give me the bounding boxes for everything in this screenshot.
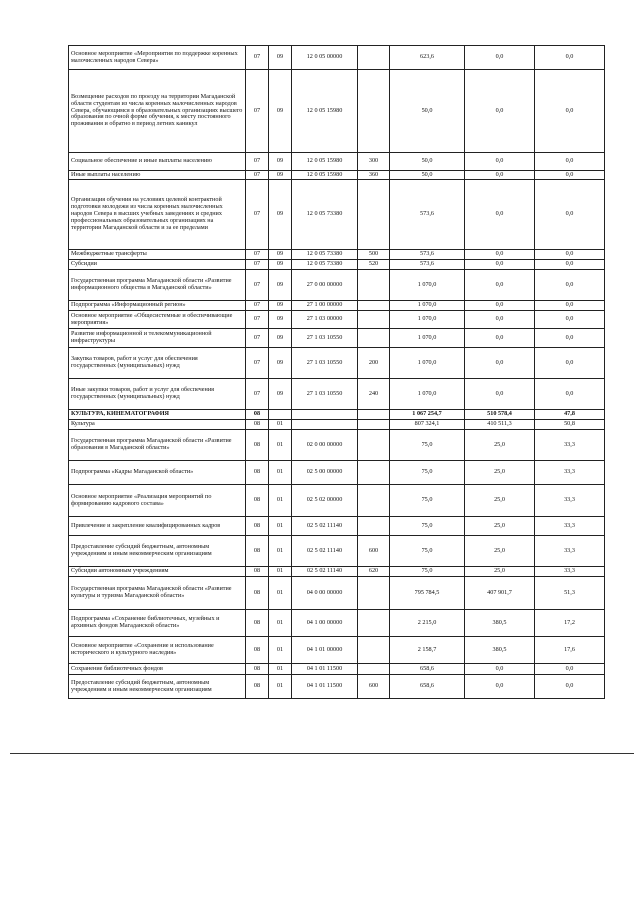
cell-percent: 33,3 [535,461,605,485]
cell-section: 08 [246,610,269,637]
cell-percent: 0,0 [535,46,605,70]
cell-section: 07 [246,348,269,379]
cell-amount-executed: 25,0 [465,461,535,485]
cell-subsection: 09 [269,329,292,348]
cell-section: 08 [246,664,269,675]
table-row [69,311,605,329]
cell-expense-type [358,311,390,329]
cell-name: Субсидии [69,260,246,270]
cell-section: 08 [246,675,269,699]
cell-section: 08 [246,567,269,577]
cell-percent: 0,0 [535,180,605,250]
cell-percent: 0,0 [535,171,605,180]
cell-amount-planned: 795 784,5 [390,577,465,610]
cell-amount-planned: 50,0 [390,153,465,171]
cell-percent: 0,0 [535,301,605,311]
cell-percent: 0,0 [535,270,605,301]
cell-expense-type [358,46,390,70]
cell-expense-type: 200 [358,348,390,379]
cell-amount-planned: 658,6 [390,675,465,699]
cell-amount-planned: 573,6 [390,260,465,270]
cell-amount-planned: 75,0 [390,567,465,577]
cell-name: Межбюджетные трансферты [69,250,246,260]
cell-percent: 0,0 [535,153,605,171]
cell-target-article: 02 5 02 11140 [292,517,358,536]
cell-percent: 0,0 [535,260,605,270]
cell-percent: 33,3 [535,430,605,461]
cell-name: Основное мероприятие «Реализация мероприятий по формированию кадрового состава» [69,485,246,517]
cell-amount-executed: 0,0 [465,171,535,180]
bottom-divider-line [10,753,634,754]
cell-amount-planned: 50,0 [390,171,465,180]
table-row [69,260,605,270]
cell-name: Государственная программа Магаданской области «Развитие культуры и туризма Магаданской области» [69,577,246,610]
cell-expense-type: 360 [358,171,390,180]
cell-subsection: 01 [269,536,292,567]
cell-expense-type [358,430,390,461]
cell-target-article: 02 0 00 00000 [292,430,358,461]
table-row [69,675,605,699]
budget-table [68,45,605,699]
cell-percent: 50,8 [535,420,605,430]
cell-name: Сохранение библиотечных фондов [69,664,246,675]
cell-expense-type: 240 [358,379,390,410]
cell-subsection: 09 [269,171,292,180]
cell-subsection: 09 [269,153,292,171]
cell-section: 07 [246,260,269,270]
cell-target-article: 12 0 05 15980 [292,153,358,171]
table-row [69,664,605,675]
cell-target-article: 27 1 03 10550 [292,379,358,410]
table-row [69,637,605,664]
cell-percent: 0,0 [535,311,605,329]
cell-amount-planned: 1 070,0 [390,329,465,348]
cell-amount-planned: 1 070,0 [390,311,465,329]
cell-amount-executed: 0,0 [465,46,535,70]
cell-percent: 47,8 [535,410,605,420]
cell-subsection: 01 [269,461,292,485]
cell-expense-type [358,410,390,420]
cell-name: КУЛЬТУРА, КИНЕМАТОГРАФИЯ [69,410,246,420]
cell-expense-type [358,180,390,250]
cell-percent: 51,3 [535,577,605,610]
cell-expense-type [358,301,390,311]
cell-section: 07 [246,379,269,410]
cell-expense-type [358,420,390,430]
cell-subsection: 01 [269,567,292,577]
table-row [69,517,605,536]
cell-subsection: 09 [269,270,292,301]
cell-amount-planned: 1 070,0 [390,348,465,379]
cell-percent: 17,6 [535,637,605,664]
cell-subsection: 01 [269,517,292,536]
cell-section: 08 [246,517,269,536]
cell-amount-planned: 2 158,7 [390,637,465,664]
cell-name: Основное мероприятие «Сохранение и использование исторического и культурного наследия» [69,637,246,664]
table-row [69,536,605,567]
cell-target-article: 27 0 00 00000 [292,270,358,301]
cell-section: 08 [246,536,269,567]
cell-section: 07 [246,301,269,311]
cell-target-article: 04 0 00 00000 [292,577,358,610]
cell-expense-type [358,517,390,536]
cell-percent: 0,0 [535,664,605,675]
cell-percent: 33,3 [535,536,605,567]
cell-amount-planned: 1 070,0 [390,301,465,311]
cell-percent: 33,3 [535,485,605,517]
cell-expense-type [358,664,390,675]
cell-amount-planned: 1 070,0 [390,379,465,410]
cell-target-article: 04 1 00 00000 [292,610,358,637]
cell-expense-type: 600 [358,536,390,567]
cell-name: Предоставление субсидий бюджетным, автономным учреждениям и иным некоммерческим организациям [69,536,246,567]
table-row [69,171,605,180]
cell-percent: 0,0 [535,70,605,153]
cell-name: Возмещение расходов по проезду на территории Магаданской области студентам из числа коренных малочисленных народов Севера, обучающимся в образовательных организациях высшего образования по очной форме обучения, к месту постоянного проживания и обратно в период летних каникул [69,70,246,153]
cell-amount-executed: 407 901,7 [465,577,535,610]
cell-target-article [292,420,358,430]
cell-subsection: 01 [269,610,292,637]
cell-amount-planned: 1 067 254,7 [390,410,465,420]
cell-amount-executed: 25,0 [465,536,535,567]
cell-expense-type: 620 [358,567,390,577]
cell-target-article: 12 0 05 15980 [292,70,358,153]
cell-expense-type [358,485,390,517]
cell-percent: 0,0 [535,379,605,410]
cell-amount-executed: 380,5 [465,637,535,664]
cell-amount-executed: 25,0 [465,430,535,461]
cell-subsection: 09 [269,301,292,311]
cell-amount-executed: 510 578,4 [465,410,535,420]
cell-percent: 17,2 [535,610,605,637]
budget-table-body [69,46,605,699]
cell-amount-executed: 25,0 [465,567,535,577]
cell-target-article: 12 0 05 73380 [292,260,358,270]
cell-amount-executed: 0,0 [465,270,535,301]
cell-amount-executed: 0,0 [465,664,535,675]
cell-amount-executed: 0,0 [465,260,535,270]
table-row [69,567,605,577]
cell-subsection: 01 [269,430,292,461]
cell-name: Иные закупки товаров, работ и услуг для обеспечения государственных (муниципальных) нужд [69,379,246,410]
cell-name: Основное мероприятие «Мероприятия по поддержке коренных малочисленных народов Севера» [69,46,246,70]
cell-amount-planned: 50,0 [390,70,465,153]
table-row [69,379,605,410]
cell-amount-executed: 25,0 [465,517,535,536]
cell-target-article: 02 5 02 11140 [292,536,358,567]
cell-target-article: 12 0 05 73380 [292,180,358,250]
cell-subsection: 09 [269,379,292,410]
cell-target-article: 04 1 01 11500 [292,664,358,675]
cell-percent: 0,0 [535,329,605,348]
cell-subsection [269,410,292,420]
cell-target-article [292,410,358,420]
table-row [69,485,605,517]
cell-expense-type: 300 [358,153,390,171]
cell-subsection: 09 [269,250,292,260]
table-row [69,420,605,430]
cell-section: 08 [246,485,269,517]
cell-target-article: 27 1 03 10550 [292,348,358,379]
cell-amount-executed: 0,0 [465,153,535,171]
cell-target-article: 12 0 05 73380 [292,250,358,260]
cell-amount-planned: 573,6 [390,250,465,260]
cell-name: Социальное обеспечение и иные выплаты населению [69,153,246,171]
cell-name: Государственная программа Магаданской области «Развитие образования в Магаданской области» [69,430,246,461]
cell-target-article: 02 5 00 00000 [292,461,358,485]
cell-amount-planned: 623,6 [390,46,465,70]
cell-amount-executed: 410 511,3 [465,420,535,430]
cell-subsection: 09 [269,180,292,250]
cell-amount-planned: 1 070,0 [390,270,465,301]
cell-subsection: 01 [269,675,292,699]
cell-subsection: 01 [269,664,292,675]
cell-name: Культура [69,420,246,430]
table-row [69,348,605,379]
cell-name: Подпрограмма «Информационный регион» [69,301,246,311]
table-row [69,250,605,260]
cell-percent: 0,0 [535,348,605,379]
cell-subsection: 01 [269,637,292,664]
cell-name: Привлечение и закрепление квалифицированных кадров [69,517,246,536]
cell-expense-type [358,270,390,301]
cell-amount-executed: 25,0 [465,485,535,517]
cell-amount-executed: 380,5 [465,610,535,637]
cell-subsection: 09 [269,260,292,270]
cell-amount-planned: 573,6 [390,180,465,250]
cell-section: 07 [246,46,269,70]
cell-subsection: 09 [269,70,292,153]
cell-expense-type: 520 [358,260,390,270]
cell-expense-type [358,577,390,610]
cell-section: 07 [246,329,269,348]
cell-percent: 33,3 [535,517,605,536]
cell-subsection: 01 [269,485,292,517]
cell-expense-type [358,637,390,664]
table-row [69,70,605,153]
cell-amount-executed: 0,0 [465,329,535,348]
cell-name: Иные выплаты населению [69,171,246,180]
cell-section: 07 [246,311,269,329]
cell-target-article: 12 0 05 00000 [292,46,358,70]
cell-percent: 0,0 [535,675,605,699]
cell-target-article: 04 1 01 00000 [292,637,358,664]
cell-amount-executed: 0,0 [465,348,535,379]
cell-amount-planned: 658,6 [390,664,465,675]
cell-section: 08 [246,637,269,664]
table-row [69,46,605,70]
cell-amount-planned: 75,0 [390,430,465,461]
cell-subsection: 09 [269,311,292,329]
table-row [69,301,605,311]
cell-amount-planned: 75,0 [390,485,465,517]
cell-name: Развитие информационной и телекоммуникационной инфраструктуры [69,329,246,348]
cell-expense-type: 600 [358,675,390,699]
cell-name: Субсидии автономным учреждениям [69,567,246,577]
cell-amount-executed: 0,0 [465,301,535,311]
cell-section: 07 [246,180,269,250]
cell-expense-type [358,70,390,153]
cell-subsection: 01 [269,420,292,430]
cell-subsection: 01 [269,577,292,610]
table-row [69,461,605,485]
cell-section: 07 [246,250,269,260]
cell-target-article: 27 1 00 00000 [292,301,358,311]
cell-name: Основное мероприятие «Общесистемные и обеспечивающие мероприятия» [69,311,246,329]
cell-section: 08 [246,430,269,461]
cell-amount-executed: 0,0 [465,675,535,699]
cell-name: Предоставление субсидий бюджетным, автономным учреждениям и иным некоммерческим организациям [69,675,246,699]
cell-name: Государственная программа Магаданской области «Развитие информационного общества в Магаданской области» [69,270,246,301]
cell-name: Организация обучения на условиях целевой контрактной подготовки молодежи из числа коренных малочисленных народов Севера в высших учебных заведениях и средних профессиональных образовательных организациях на территории Магаданской области и за ее пределами [69,180,246,250]
cell-section: 07 [246,70,269,153]
cell-amount-executed: 0,0 [465,250,535,260]
table-row [69,410,605,420]
table-row [69,270,605,301]
cell-amount-planned: 75,0 [390,517,465,536]
cell-section: 08 [246,577,269,610]
cell-percent: 0,0 [535,250,605,260]
table-row [69,610,605,637]
cell-target-article: 27 1 03 10550 [292,329,358,348]
cell-amount-executed: 0,0 [465,379,535,410]
cell-amount-executed: 0,0 [465,70,535,153]
table-row [69,153,605,171]
cell-name: Закупка товаров, работ и услуг для обеспечения государственных (муниципальных) нужд [69,348,246,379]
cell-subsection: 09 [269,46,292,70]
table-row [69,577,605,610]
cell-section: 08 [246,420,269,430]
cell-section: 07 [246,270,269,301]
cell-percent: 33,3 [535,567,605,577]
cell-subsection: 09 [269,348,292,379]
table-row [69,329,605,348]
cell-expense-type [358,461,390,485]
cell-target-article: 04 1 01 11500 [292,675,358,699]
cell-section: 07 [246,171,269,180]
cell-amount-planned: 2 215,0 [390,610,465,637]
cell-target-article: 02 5 02 11140 [292,567,358,577]
table-row [69,430,605,461]
cell-amount-planned: 75,0 [390,461,465,485]
cell-expense-type: 500 [358,250,390,260]
cell-section: 07 [246,153,269,171]
table-row [69,180,605,250]
cell-section: 08 [246,410,269,420]
cell-amount-executed: 0,0 [465,180,535,250]
cell-amount-planned: 807 324,1 [390,420,465,430]
cell-target-article: 02 5 02 00000 [292,485,358,517]
cell-section: 08 [246,461,269,485]
cell-target-article: 27 1 03 00000 [292,311,358,329]
cell-expense-type [358,610,390,637]
cell-target-article: 12 0 05 15980 [292,171,358,180]
cell-name: Подпрограмма «Кадры Магаданской области» [69,461,246,485]
cell-amount-executed: 0,0 [465,311,535,329]
cell-expense-type [358,329,390,348]
cell-name: Подпрограмма «Сохранение библиотечных, музейных и архивных фондов Магаданской области» [69,610,246,637]
cell-amount-planned: 75,0 [390,536,465,567]
